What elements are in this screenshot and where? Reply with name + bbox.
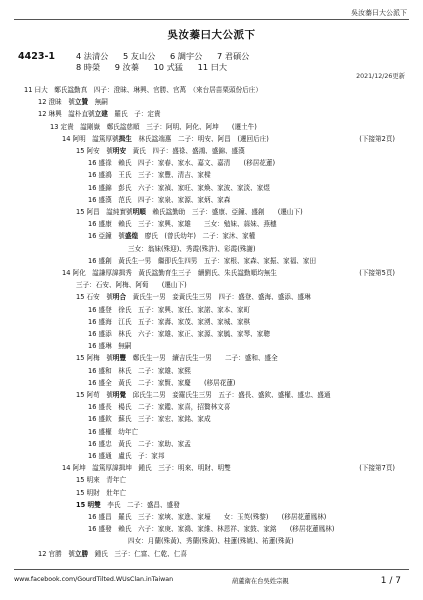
genealogy-entry: 16 亞鐘 號盛煌 廖氏 (曾氏幼年) 二子：家沐、家權 xyxy=(88,232,256,241)
genealogy-row xyxy=(0,145,423,158)
genealogy-row xyxy=(0,96,423,109)
genealogy-row xyxy=(0,389,423,402)
document-code: 4423-1 xyxy=(18,51,55,62)
genealogy-row xyxy=(0,243,423,256)
continuation-note: (下接第2頁) xyxy=(359,134,395,143)
genealogy-row xyxy=(0,169,423,182)
page-number: 1 / 7 xyxy=(380,576,401,586)
genealogy-entry: 16 盛全 黃氏 二子：家賢、家慶 (移居花蓮) xyxy=(88,378,236,387)
genealogy-row xyxy=(0,377,423,390)
genealogy-entry: 四女：月蘭(殊黃)、秀蘭(殊黃)、桂蓮(殊姚)、祐蓮(殊黃) xyxy=(128,537,294,546)
genealogy-entry: 三子：石安、阿梅、阿萄 (遷山下) xyxy=(76,281,187,290)
generation-item: 9 汝蓁 xyxy=(114,62,139,72)
genealogy-entry: 11 曰大 鄭氏諡勤真 四子：澄昧、琳興、官勝、官萬 （來台居苗栗頭份后庄） xyxy=(24,86,262,94)
generation-item: 8 時榮 xyxy=(76,62,101,72)
genealogy-entry: 16 盛創 黃氏生一男 繼卲氏生四男 五子：家根、家森、家振、家福、家田 xyxy=(88,256,317,265)
genealogy-entry: 12 琳興 諡朴直號立建 羅氏 子：定貴 xyxy=(38,110,161,119)
genealogy-entry: 15 明來 青年亡 xyxy=(76,476,127,485)
genealogy-entry: 12 澄昧 號立贊 無嗣 xyxy=(38,98,108,107)
genealogy-entry: 16 盛漢 范氏 四子：家泉、家源、家炳、家森 xyxy=(88,195,231,204)
generation-item: 11 曰大 xyxy=(197,62,228,72)
genealogy-row xyxy=(0,267,423,280)
generation-list xyxy=(76,51,261,73)
header-divider xyxy=(14,19,409,20)
genealogy-row xyxy=(0,413,423,426)
genealogy-row xyxy=(0,230,423,243)
genealogy-row xyxy=(0,365,423,378)
update-date: 2021/12/26更新 xyxy=(356,73,405,80)
genealogy-entry: 14 阿化 諡謙厚諱揖秀 黃氏諡勤育生三子 續劉氏、朱氏諡勤順均無生 xyxy=(62,269,277,277)
footer-url[interactable]: www.facebook.com/GourdTilted.WUsClan.inTaiwan xyxy=(14,576,174,583)
genealogy-row xyxy=(0,401,423,414)
genealogy-entry: 14 阿坤 諡篤厚諱揖坤 鍾氏 三子：明來、明財、明雙 xyxy=(62,464,231,473)
genealogy-entry: 16 盛錦 彭氏 六子：家禎、家旺、家煥、家波、家淡、家煜 xyxy=(88,183,270,192)
genealogy-row xyxy=(0,316,423,329)
genealogy-row xyxy=(0,157,423,170)
genealogy-entry: 16 盛添 林氏 六子：家雄、家正、家源、家毓、家琴、家聰 xyxy=(88,330,270,338)
genealogy-row xyxy=(0,340,423,353)
genealogy-entry: 15 阿苟 號明覺 邱氏生二男 妾羅氏生三男 五子：盛長、盛欽、盛權、盛忠、盛通 xyxy=(76,391,331,399)
genealogy-row xyxy=(0,279,423,292)
genealogy-entry: 16 盛海 江氏 五子：家壽、家茂、家湧、家城、家棋 xyxy=(88,317,251,326)
genealogy-row xyxy=(0,84,423,97)
genealogy-entry: 15 阿昌 諡純實號明順 賴氏諡勤助 三子：盛康、亞鐘、盛創 (遷山下) xyxy=(76,208,303,216)
genealogy-row xyxy=(0,511,423,524)
genealogy-row xyxy=(0,450,423,463)
generation-item: 5 友山公 xyxy=(122,51,156,61)
genealogy-entry: 16 盛欽 蘇氏 三子：家宏、家銘、家成 xyxy=(88,415,211,424)
genealogy-entry: 15 石安 號明合 黃氏生一男 妾黃氏生三男 四子：盛登、盛海、盛添、盛琳 xyxy=(76,293,311,302)
genealogy-row xyxy=(0,182,423,195)
generation-item: 6 調宇公 xyxy=(169,51,203,61)
genealogy-row xyxy=(0,206,423,219)
genealogy-entry: 12 官勝 號立勝 鍾氏 三子：仁富、仁乾、仁喜 xyxy=(38,549,187,558)
genealogy-row xyxy=(0,499,423,512)
genealogy-row xyxy=(0,474,423,487)
genealogy-entry: 13 定貴 諡剛嶽 鄭氏諡慈順 三子：阿明、阿化、阿坤 (遷土牛) xyxy=(50,122,257,131)
genealogy-row xyxy=(0,121,423,134)
footer-clan-name: 葫蘆衛在台吳姓宗親 xyxy=(232,578,289,585)
genealogy-row xyxy=(0,255,423,268)
genealogy-entry: 16 盛權 幼年亡 xyxy=(88,427,139,436)
genealogy-entry: 16 盛發 賴氏 六子：家庚、家鴻、家維、林恩祥、家鼓、家銘 (移居花蓮鳳林) xyxy=(88,525,335,534)
genealogy-row xyxy=(0,133,423,146)
genealogy-entry: 16 盛和 林氏 二子：家雄、家熙 xyxy=(88,366,191,375)
genealogy-entry: 16 盛忠 黃氏 二子：家助、家孟 xyxy=(88,439,191,448)
genealogy-entry: 16 盛祿 賴氏 四子：家春、家水、嘉文、嘉清 (移居花蓮) xyxy=(88,159,276,168)
genealogy-row xyxy=(0,304,423,317)
genealogy-entry: 14 阿明 諡篤厚號揖生 林氏諡端惠 二子：明安、阿昌 (遷回后庄) xyxy=(62,134,269,143)
generation-item: 10 式猛 xyxy=(153,62,183,72)
genealogy-row xyxy=(0,108,423,121)
genealogy-row xyxy=(0,462,423,475)
footer-divider xyxy=(14,569,409,570)
genealogy-row xyxy=(0,218,423,231)
genealogy-row xyxy=(0,291,423,304)
genealogy-row xyxy=(0,535,423,548)
continuation-note: (下接第5頁) xyxy=(359,269,395,277)
genealogy-entry: 15 阿梅 號明豐 鄭氏生一男 續吉氏生一男 二子：盛和、盛全 xyxy=(76,354,278,363)
genealogy-row xyxy=(0,438,423,451)
genealogy-row xyxy=(0,328,423,341)
genealogy-entry: 16 盛琳 無嗣 xyxy=(88,342,132,351)
genealogy-row xyxy=(0,548,423,561)
running-header: 吳汝蓁曰大公派下 xyxy=(351,9,407,17)
genealogy-entry: 16 盛長 楊氏 二子：家鑑、家喜，招贅林文喜 xyxy=(88,403,231,412)
genealogy-row xyxy=(0,352,423,365)
page-title: 吳汝蓁曰大公派下 xyxy=(167,29,256,41)
generation-item: 7 君碩公 xyxy=(216,51,250,61)
genealogy-entry: 16 盛昌 羅氏 三子：家塽、家進、家壕 女：玉英(殊黎) (移居花蓮鳳林) xyxy=(88,513,327,521)
genealogy-entry: 15 阿安 號明安 黃氏 四子：盛祿、盛鴻、盛錦、盛漢 xyxy=(76,147,245,155)
genealogy-row xyxy=(0,487,423,500)
genealogy-row xyxy=(0,194,423,207)
genealogy-entry: 16 盛登 徐氏 五子：家興、家任、家諾、家本、家町 xyxy=(88,305,251,314)
generation-item: 4 法清公 xyxy=(76,51,109,61)
genealogy-entry: 16 盛鴻 王氏 三子：家豐、清吉、家樑 xyxy=(88,171,211,180)
genealogy-row xyxy=(0,426,423,439)
genealogy-entry: 15 明財 壯年亡 xyxy=(76,488,127,497)
genealogy-entry: 16 盛通 盧氏 子：家邦 xyxy=(88,452,165,460)
genealogy-row xyxy=(0,523,423,536)
genealogy-entry: 16 盛康 賴氏 三子：家興、家雄 三女：勉妹、蒜妹、燕穗 xyxy=(88,220,277,229)
genealogy-entry: 三女：翁妹(殊迎)、秀霞(殊許)、彩霞(殊謝) xyxy=(128,244,256,253)
continuation-note: (下接第7頁) xyxy=(359,464,395,473)
genealogy-entry: 15 明雙 李氏 二子：盛昌、盛發 xyxy=(76,500,180,509)
